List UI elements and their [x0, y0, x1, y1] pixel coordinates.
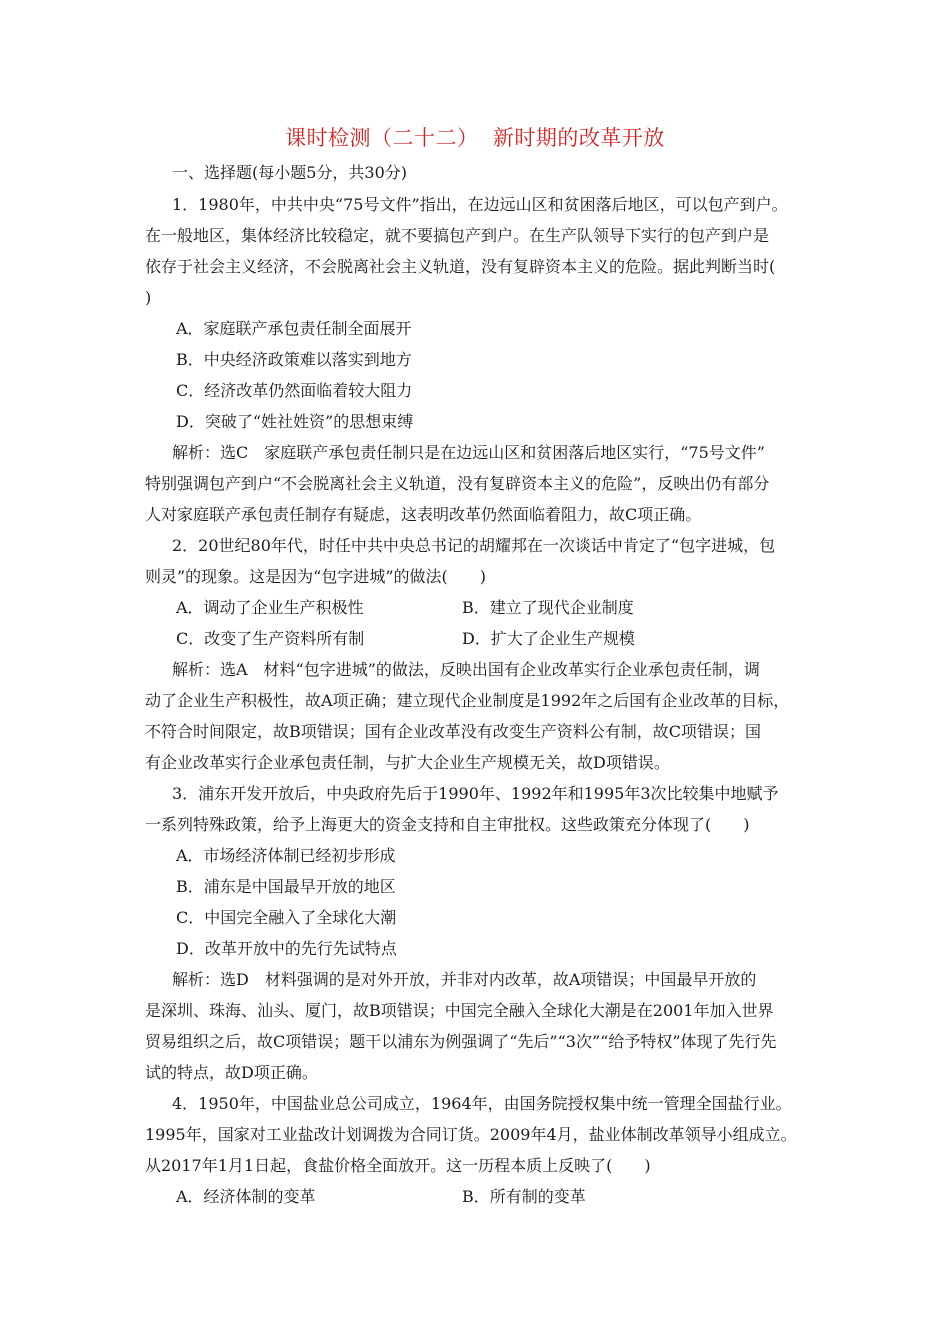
question-4-option-b: B．所有制的变革 — [462, 1187, 586, 1206]
question-3-analysis: 贸易组织之后，故C项错误；题干以浦东为例强调了“先后”“3次”“给予特权”体现了先行先 — [145, 1032, 777, 1051]
question-4-line: 4．1950年，中国盐业总公司成立，1964年，由国务院授权集中统一管理全国盐行业。 — [172, 1094, 792, 1113]
question-3-analysis: 是深圳、珠海、汕头、厦门，故B项错误；中国完全融入全球化大潮是在2001年加入世界 — [145, 1001, 774, 1020]
question-3-line: 3．浦东开发开放后，中央政府先后于1990年、1992年和1995年3次比较集中地赋予 — [172, 784, 779, 803]
page-title: 课时检测（二十二） 新时期的改革开放 — [285, 126, 665, 150]
question-2-analysis: 有企业改革实行企业承包责任制，与扩大企业生产规模无关，故D项错误。 — [145, 753, 670, 772]
question-2-analysis: 解析：选A 材料“包字进城”的做法，反映出国有企业改革实行企业承包责任制，调 — [172, 660, 760, 679]
question-4-line: 1995年，国家对工业盐改计划调拨为合同订货。2009年4月，盐业体制改革领导小组成立。 — [145, 1125, 797, 1144]
question-4-option-a: A．经济体制的变革 — [176, 1187, 316, 1206]
question-2-option-c: C．改变了生产资料所有制 — [176, 629, 365, 648]
question-1-line: ) — [145, 288, 152, 307]
question-1-analysis: 特别强调包产到户“不会脱离社会主义轨道，没有复辟资本主义的危险”，反映出仍有部分 — [145, 474, 770, 493]
question-1-option-a: A．家庭联产承包责任制全面展开 — [176, 319, 412, 338]
question-1-option-b: B．中央经济政策难以落实到地方 — [176, 350, 412, 369]
question-1-analysis: 人对家庭联产承包责任制存有疑虑，这表明改革仍然面临着阻力，故C项正确。 — [145, 505, 702, 524]
question-2-analysis: 动了企业生产积极性，故A项正确；建立现代企业制度是1992年之后国有企业改革的目标， — [145, 691, 790, 710]
section-heading: 一、选择题(每小题5分，共30分) — [172, 163, 408, 182]
question-2-analysis: 不符合时间限定，故B项错误；国有企业改革没有改变生产资料公有制，故C项错误；国 — [145, 722, 762, 741]
question-4-line: 从2017年1月1日起，食盐价格全面放开。这一历程本质上反映了( ) — [145, 1156, 651, 1175]
question-1-line: 1．1980年，中共中央“75号文件”指出，在边远山区和贫困落后地区，可以包产到户。 — [172, 195, 788, 214]
question-3-option-d: D．改革开放中的先行先试特点 — [176, 939, 397, 958]
question-3-option-b: B．浦东是中国最早开放的地区 — [176, 877, 396, 896]
question-3-option-c: C．中国完全融入了全球化大潮 — [176, 908, 397, 927]
question-2-option-b: B．建立了现代企业制度 — [462, 598, 634, 617]
question-2-option-d: D．扩大了企业生产规模 — [462, 629, 635, 648]
question-2-line: 2．20世纪80年代，时任中共中央总书记的胡耀邦在一次谈话中肯定了“包字进城，包 — [172, 536, 776, 555]
question-1-line: 依存于社会主义经济，不会脱离社会主义轨道，没有复辟资本主义的危险。据此判断当时( — [145, 257, 776, 276]
question-1-option-c: C．经济改革仍然面临着较大阻力 — [176, 381, 413, 400]
question-2-option-a: A．调动了企业生产积极性 — [176, 598, 364, 617]
question-1-analysis: 解析：选C 家庭联产承包责任制只是在边远山区和贫困落后地区实行，“75号文件” — [172, 443, 765, 462]
question-2-line: 则灵”的现象。这是因为“包字进城”的做法( ) — [145, 567, 487, 586]
question-3-line: 一系列特殊政策，给予上海更大的资金支持和自主审批权。这些政策充分体现了( ) — [145, 815, 750, 834]
question-3-analysis: 解析：选D 材料强调的是对外开放，并非对内改革，故A项错误；中国最早开放的 — [172, 970, 757, 989]
question-3-analysis: 试的特点，故D项正确。 — [145, 1063, 318, 1082]
question-1-option-d: D．突破了“姓社姓资”的思想束缚 — [176, 412, 414, 431]
question-1-line: 在一般地区，集体经济比较稳定，就不要搞包产到户。在生产队领导下实行的包产到户是 — [145, 226, 770, 245]
question-3-option-a: A．市场经济体制已经初步形成 — [176, 846, 396, 865]
